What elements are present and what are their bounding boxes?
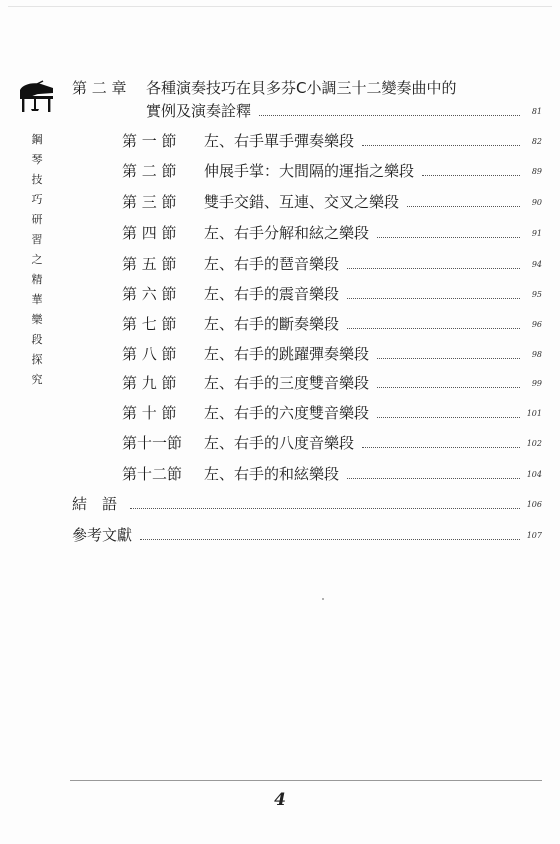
sidebar-title-char: 技 xyxy=(31,173,43,186)
dot-leader xyxy=(377,358,520,359)
section-title: 左、右手的和絃樂段 xyxy=(204,465,340,483)
page-ref: 89 xyxy=(531,167,542,176)
print-speck xyxy=(322,598,324,600)
page-ref: 94 xyxy=(531,260,542,269)
section-title: 左、右手的斷奏樂段 xyxy=(204,315,340,333)
sidebar-title-char: 之 xyxy=(31,253,43,266)
section-number: 第 九 節 xyxy=(122,374,177,392)
page-ref: 81 xyxy=(531,107,542,116)
section-title: 左、右手的跳躍彈奏樂段 xyxy=(204,345,370,363)
toc-section-row xyxy=(122,373,542,393)
section-title: 左、右手單手彈奏樂段 xyxy=(204,132,355,150)
section-number: 第 六 節 xyxy=(122,285,177,303)
dot-leader xyxy=(347,328,520,329)
section-title: 左、右手分解和絃之樂段 xyxy=(204,224,370,242)
footer-rule xyxy=(70,780,542,781)
sidebar-title-char: 精 xyxy=(31,273,43,286)
section-number: 第 七 節 xyxy=(122,315,177,333)
page-ref: 95 xyxy=(531,290,542,299)
section-number: 第 四 節 xyxy=(122,224,177,242)
sidebar-title-char: 鋼 xyxy=(31,133,43,146)
dot-leader xyxy=(347,478,520,479)
dot-leader xyxy=(377,237,520,238)
sidebar xyxy=(17,78,57,390)
toc-section-row xyxy=(122,464,542,484)
section-title: 左、右手的三度雙音樂段 xyxy=(204,374,370,392)
toc-section-row xyxy=(122,131,542,151)
page-ref: 90 xyxy=(531,198,542,207)
sidebar-book-title xyxy=(29,130,45,390)
page-number: 4 xyxy=(274,790,286,810)
references-title: 參考文獻 xyxy=(72,526,133,544)
toc-chapter-row-continued xyxy=(146,101,542,121)
toc-references-row xyxy=(72,525,542,545)
section-number: 第 八 節 xyxy=(122,345,177,363)
sidebar-title-char: 究 xyxy=(31,373,43,386)
toc-conclusion-row xyxy=(72,494,542,514)
dot-leader xyxy=(130,508,520,509)
toc-section-row xyxy=(122,223,542,243)
grand-piano-icon xyxy=(17,78,57,116)
dot-leader xyxy=(362,145,520,146)
chapter-title-line1: 各種演奏技巧在貝多芬C小調三十二變奏曲中的 xyxy=(146,79,457,97)
sidebar-title-char: 琴 xyxy=(31,153,43,166)
section-title: 雙手交錯、互連、交叉之樂段 xyxy=(204,193,400,211)
page-ref: 107 xyxy=(526,531,542,540)
page-ref: 101 xyxy=(526,409,542,418)
dot-leader xyxy=(347,268,520,269)
section-number: 第十二節 xyxy=(122,465,183,483)
chapter-number: 第 二 章 xyxy=(72,79,127,97)
section-number: 第十一節 xyxy=(122,434,183,452)
section-number: 第 一 節 xyxy=(122,132,177,150)
page-ref: 96 xyxy=(531,320,542,329)
dot-leader xyxy=(422,175,520,176)
section-title: 伸展手掌：大間隔的運指之樂段 xyxy=(204,162,415,180)
toc-section-row xyxy=(122,284,542,304)
toc-section-row xyxy=(122,403,542,423)
toc-chapter-row xyxy=(72,78,542,98)
page-ref: 102 xyxy=(526,439,542,448)
sidebar-title-char: 研 xyxy=(31,213,43,226)
sidebar-title-char: 樂 xyxy=(31,313,43,326)
chapter-title-line2: 實例及演奏詮釋 xyxy=(146,102,252,120)
dot-leader xyxy=(259,115,520,116)
conclusion-title: 結 語 xyxy=(72,495,118,513)
section-number: 第 二 節 xyxy=(122,162,177,180)
sidebar-title-char: 華 xyxy=(31,293,43,306)
dot-leader xyxy=(347,298,520,299)
dot-leader xyxy=(377,417,520,418)
section-number: 第 十 節 xyxy=(122,404,177,422)
toc-section-row xyxy=(122,344,542,364)
dot-leader xyxy=(140,539,520,540)
section-title: 左、右手的六度雙音樂段 xyxy=(204,404,370,422)
page-ref: 91 xyxy=(531,229,542,238)
section-title: 左、右手的震音樂段 xyxy=(204,285,340,303)
top-edge-rule xyxy=(8,6,552,7)
page-ref: 104 xyxy=(526,470,542,479)
dot-leader xyxy=(362,447,520,448)
sidebar-title-char: 探 xyxy=(31,353,43,366)
section-number: 第 五 節 xyxy=(122,255,177,273)
toc-section-row xyxy=(122,161,542,181)
page-ref: 98 xyxy=(531,350,542,359)
toc-section-row xyxy=(122,314,542,334)
section-title: 左、右手的琶音樂段 xyxy=(204,255,340,273)
toc-section-row xyxy=(122,433,542,453)
page-ref: 82 xyxy=(531,137,542,146)
toc-section-row xyxy=(122,254,542,274)
page-ref: 106 xyxy=(526,500,542,509)
section-title: 左、右手的八度音樂段 xyxy=(204,434,355,452)
dot-leader xyxy=(377,387,520,388)
dot-leader xyxy=(407,206,520,207)
section-number: 第 三 節 xyxy=(122,193,177,211)
sidebar-title-char: 習 xyxy=(31,233,43,246)
toc-section-row xyxy=(122,192,542,212)
sidebar-title-char: 段 xyxy=(31,333,43,346)
sidebar-title-char: 巧 xyxy=(31,193,43,206)
page-ref: 99 xyxy=(531,379,542,388)
